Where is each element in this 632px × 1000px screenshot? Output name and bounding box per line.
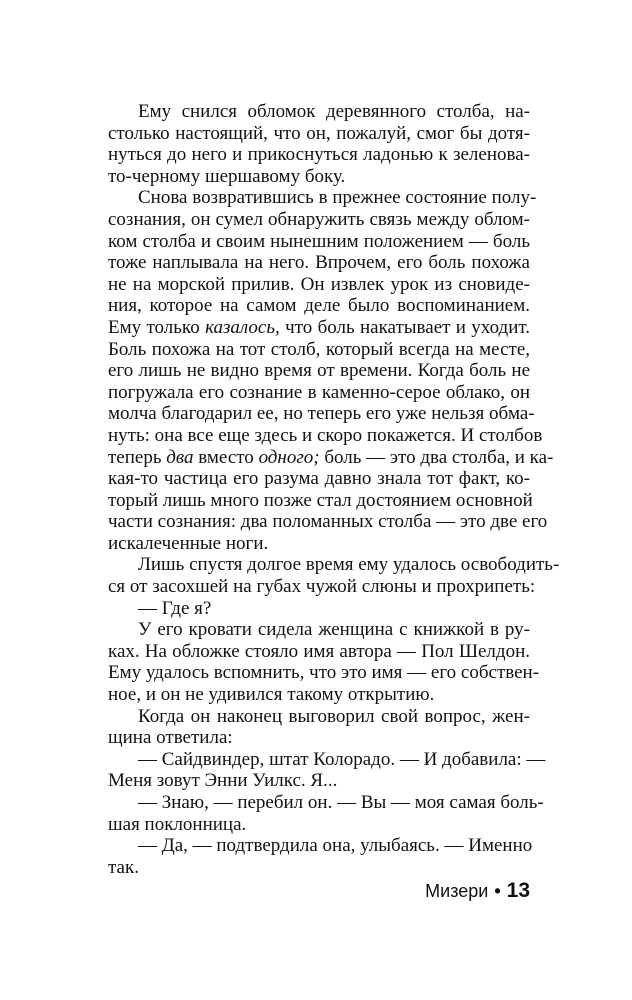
text-line: ния, которое на самом деле было воспоминанием. [108,295,530,317]
italic-word: казалось, [205,316,280,338]
text-line: ное, и он не удивился такому открытию. [108,684,435,706]
text-line [108,446,554,469]
italic-word: одного; [258,446,320,468]
line-text: Ему только [108,316,206,338]
text-line: — Да, — подтвердила она, улыбаясь. — Именно [138,835,533,857]
text-line: ках. На обложке стояло имя автора — Пол Шелдон. [108,640,530,662]
text-line: У его кровати сидела женщина с книжкой в ру- [138,619,530,641]
text-line: его лишь не видно время от времени. Когда боль не [108,360,530,382]
text-line: Ему снился обломок деревянного столба, на- [138,101,530,122]
text-line: — Знаю, — перебил он. — Вы — моя самая боль- [138,792,544,813]
running-footer [425,877,530,905]
text-line: ся от засохшей на губах чужой слюны и прохрипеть: [108,576,536,598]
line-text: теперь [108,446,167,468]
body-text [108,101,560,878]
page-number: 13 [506,879,530,902]
text-line: щина ответила: [108,727,233,749]
text-line: Снова возвратившись в прежнее состояние полу- [138,187,537,209]
text-line: молча благодарил ее, но теперь его уже нельзя обма- [108,403,535,425]
text-line: Меня зовут Энни Уилкс. Я... [108,770,338,792]
line-text: вместо [193,446,259,468]
book-title: Мизери [425,881,489,901]
text-line: столько настоящий, что он, пожалуй, смог бы дотя- [108,122,530,144]
text-line: искалеченные ноги. [108,532,269,554]
italic-word: два [166,446,194,468]
bullet-separator: • [494,881,501,901]
text-line: шая поклонница. [108,813,247,835]
text-line [108,317,530,339]
text-line: торый лишь много позже стал достоянием основной [108,489,533,511]
text-line: сознания, он сумел обнаружить связь между облом- [108,208,530,230]
text-line: то-черному шершавому боку. [108,165,346,187]
text-line: Ему удалось вспомнить, что это имя — его собствен- [108,662,540,684]
text-line: Лишь спустя долгое время ему удалось освободить- [138,554,560,576]
text-line: не на морской прилив. Он извлек урок из сновиде- [108,273,530,295]
text-line: так. [108,856,139,878]
text-line: Когда он наконец выговорил свой вопрос, жен- [138,705,530,727]
text-line: тоже наплывала на него. Впрочем, его боль похожа [108,252,530,274]
line-text: что боль накатывает и уходит. [279,316,530,338]
text-line: нуться до него и прикоснуться ладонью к зеленова- [108,144,530,166]
text-line: — Сайдвиндер, штат Колорадо. — И добавила: — [138,748,546,770]
text-line: — Где я? [138,597,212,619]
text-line: нуть: она все еще здесь и скоро покажется. И столбов [108,424,543,446]
text-line: ком столба и своим нынешним положением — боль [108,230,530,252]
text-line: погружала его сознание в каменно-серое облако, он [108,381,530,403]
text-line: Боль похожа на тот столб, который всегда на месте, [108,338,530,360]
text-line: части сознания: два поломанных столба — это две его [108,511,548,533]
text-line: кая-то частица его разума давно знала тот факт, ко- [108,468,530,490]
line-text: боль — это два столба, и ка- [319,446,554,468]
